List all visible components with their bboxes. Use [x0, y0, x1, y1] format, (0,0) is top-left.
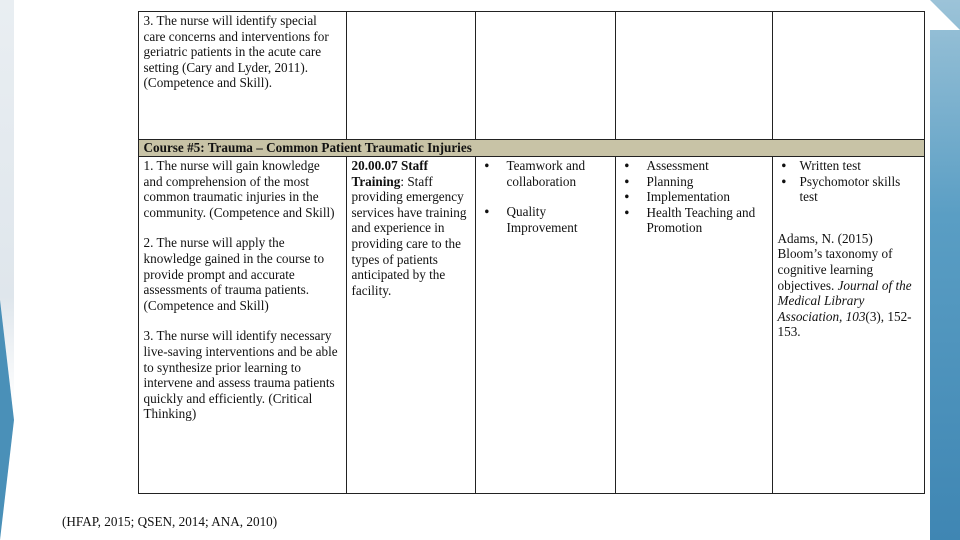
process-cell — [615, 157, 772, 494]
standard-cell — [346, 157, 475, 494]
list-item: • Written test — [778, 158, 919, 174]
objectives-cell — [138, 157, 346, 494]
list-item: • Health Teaching and Promotion — [621, 205, 767, 236]
list-item: • Planning — [621, 174, 767, 190]
objectives-cell-previous — [138, 12, 346, 140]
list-item: • Teamwork and collaboration — [481, 158, 610, 189]
objective-1: 1. The nurse will gain knowledge and comprehension of the most common traumatic injuries in the community. (Competence and Skill) — [143, 158, 335, 220]
objective-2: 2. The nurse will apply the knowledge gained in the course to provide prompt and accurate assessments of trauma patients. (Competence and Skill) — [143, 235, 325, 313]
left-decor-triangle — [0, 300, 14, 540]
list-item: • Quality Improvement — [481, 204, 610, 235]
standard-title: 20.00.07 Staff Training — [351, 158, 429, 189]
table-row-previous — [14, 12, 924, 140]
footer-citation: (HFAP, 2015; QSEN, 2014; ANA, 2010) — [62, 514, 278, 529]
table-row-course-5 — [14, 157, 924, 494]
standard-cell-previous — [346, 12, 475, 140]
right-decor-strip — [930, 0, 960, 540]
right-decor-notch — [930, 0, 960, 30]
blank-cell — [14, 157, 138, 494]
process-list — [621, 158, 767, 236]
course-heading-row — [14, 140, 924, 157]
blank-cell — [14, 140, 138, 157]
competency-list — [481, 158, 610, 235]
curriculum-table — [14, 11, 925, 494]
reference-pages: (3), 152-153. — [777, 308, 912, 340]
objective-3: 3. The nurse will identify necessary live-saving interventions and be able to synthesize prior learning to intervene and assess trauma patients quickly and efficiently. (Critical Thinking) — [143, 328, 338, 422]
course-heading: Course #5: Trauma – Common Patient Traumatic Injuries — [138, 140, 924, 157]
process-cell-previous — [615, 12, 772, 140]
evaluation-list — [778, 158, 919, 205]
list-item: • Implementation — [621, 189, 767, 205]
reference-authors: Adams, N. (2015) Bloom’s taxonomy of cognitive learning objectives. — [777, 230, 893, 293]
evaluation-cell-previous — [772, 12, 924, 140]
blank-cell — [14, 12, 138, 140]
reference-journal: Journal of the Medical Library Association, 103 — [777, 277, 912, 324]
list-item: • Assessment — [621, 158, 767, 174]
objective-text: 3. The nurse will identify special care concerns and interventions for geriatric patients in the acute care setting (Cary and Lyder, 2011). (Competence and Skill). — [143, 13, 329, 91]
standard-text: : Staff providing emergency services have training and experience in providing care to the types of patients anticipated by the facility. — [351, 173, 467, 298]
reference-text — [778, 231, 919, 340]
competency-cell-previous — [475, 12, 615, 140]
evaluation-cell — [772, 157, 924, 494]
standard-paragraph — [352, 158, 470, 298]
list-item: • Psychomotor skills test — [778, 174, 919, 205]
competency-cell — [475, 157, 615, 494]
